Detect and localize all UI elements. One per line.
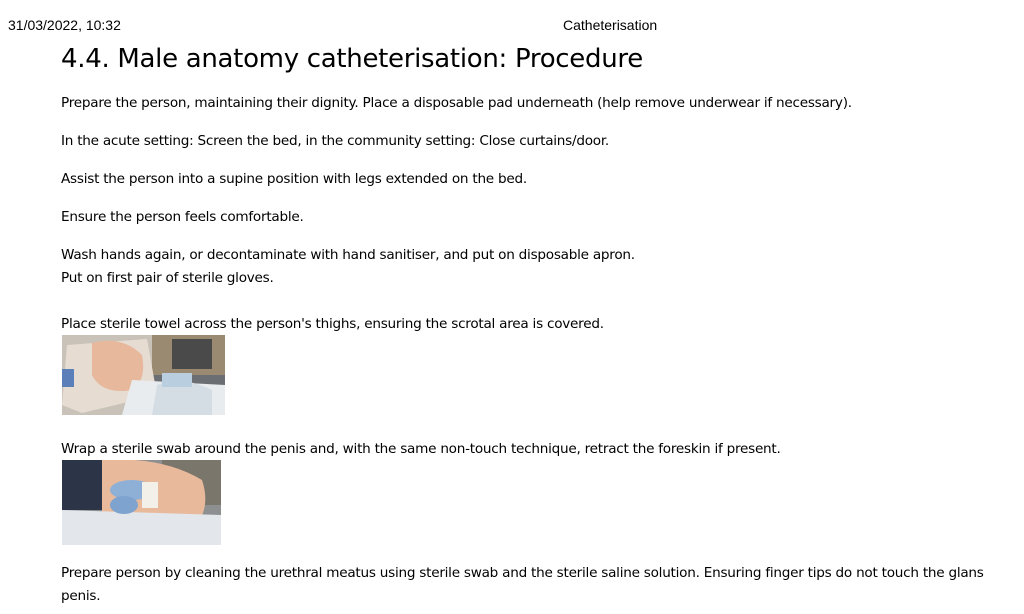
photo-sterile-towel: [62, 335, 225, 415]
step-wash-hands: Wash hands again, or decontaminate with hand sanitiser, and put on disposable apron.: [61, 247, 635, 263]
print-page-title: Catheterisation: [563, 17, 658, 33]
print-datetime: 31/03/2022, 10:32: [8, 17, 121, 33]
step-supine-position: Assist the person into a supine position with legs extended on the bed.: [61, 171, 527, 187]
step-place-towel: Place sterile towel across the person's thighs, ensuring the scrotal area is covered.: [61, 316, 604, 332]
page-heading: 4.4. Male anatomy catheterisation: Procedure: [61, 44, 643, 74]
step-prepare-person: Prepare the person, maintaining their dignity. Place a disposable pad underneath (help remove underwear if necessary).: [61, 95, 852, 111]
step-ensure-comfort: Ensure the person feels comfortable.: [61, 209, 304, 225]
step-first-gloves: Put on first pair of sterile gloves.: [61, 270, 274, 286]
step-clean-meatus: Prepare person by cleaning the urethral meatus using sterile swab and the sterile saline solution. Ensuring finger tips do not touch the glans penis.: [61, 565, 984, 604]
step-wrap-swab: Wrap a sterile swab around the penis and, with the same non-touch technique, retract the foreskin if present.: [61, 441, 781, 457]
photo-swab-retract: [62, 460, 221, 545]
step-screen-bed: In the acute setting: Screen the bed, in the community setting: Close curtains/door.: [61, 133, 610, 149]
